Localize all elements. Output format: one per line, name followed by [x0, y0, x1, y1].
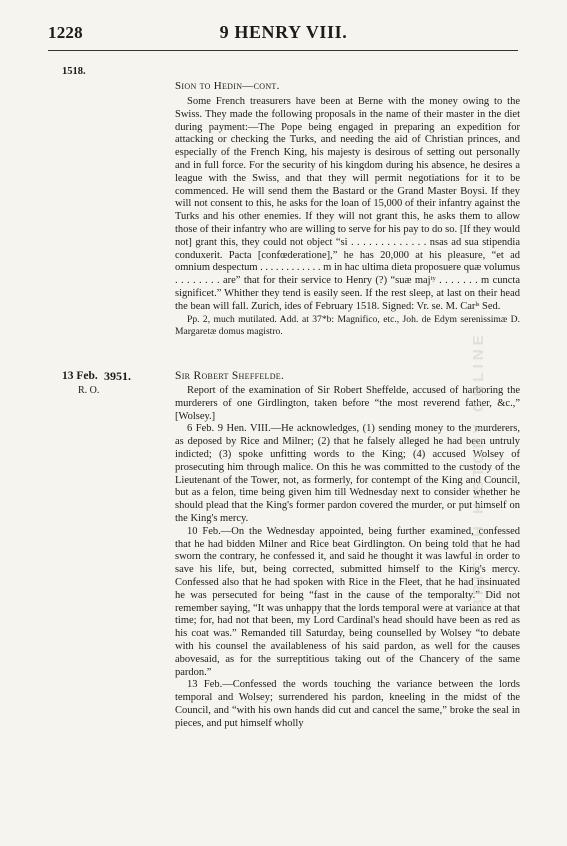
- entry1-paragraph: Some French treasurers have been at Berne with the money owing to the Swiss. They made the following proposals in the name of their master in the diet during payment:—The Pope being engaged in preparing an expedition for attacking or checking the Turks, and needing the aid of Christian princes, and especially of the French King, his majesty is desirous of setting out personally and in full force. For the security of his kingdom during his absence, he desires a league with the Swiss, and that they will permit negotiations for it to be commenced. He will send them the Bastard or the Grand Master Boysi. If they will not consent to this, he asks for the loan of 15,000 of their infantry against the Turks and his other enemies. If they will not grant this, he asks them to allow those of their infantry who are willing to serve for his pay to do so. [If they would not] grant this, they could not object “si . . . . . . . . . . . . . nsas ad sua stipendia conduxerit. Pacta [confœderatione],” he has 20,000 at his pleasure, “et ad omnium despectum . . . . . . . . . . . . m in hac ultima dieta proposuere quæ volumus . . . . . . . . are” that for their service to Henry (?) “suæ majᵗʸ . . . . . . . m cuncta significet.” Whither they tend is easily seen. If the rest sleep, at last on their head the bean will fall. Zurich, ides of February 1518. Signed: Vr. se. M. Carˡˢ Sed.: [175, 96, 520, 312]
- running-title: 9 HENRY VIII.: [219, 22, 348, 42]
- watermark: BRITISH HISTORY ONLINE: [470, 331, 487, 610]
- margin-date: 13 Feb.: [62, 370, 98, 382]
- page-number: 1228: [48, 23, 83, 42]
- entry1-body: [175, 96, 520, 339]
- entry-source: R. O.: [78, 385, 100, 396]
- entry2-paragraph: Report of the examination of Sir Robert Sheffelde, accused of harboring the murderers of one Girdlington, taken before “the most reverend father, &c.,” [Wolsey.]: [175, 385, 520, 422]
- entry2-paragraph: 13 Feb.—Confessed the words touching the variance between the lords temporal and Wolsey; surrendered his pardon, kneeling in the midst of the Council, and “with his own hands did cut and cancel the same,” broke the seal in pieces, and put himself wholly: [175, 679, 520, 729]
- header-rule: [48, 50, 518, 51]
- entry2-heading: Sir Robert Sheffelde.: [175, 370, 285, 382]
- entry1-heading: Sion to Hedin—cont.: [175, 80, 280, 92]
- entry1-note: Pp. 2, much mutilated. Add. at 37*b: Magnifico, etc., Joh. de Edym serenissimæ D. Margaretæ domus magistro.: [175, 313, 520, 338]
- entry2-body: [175, 385, 520, 731]
- margin-year: 1518.: [62, 66, 86, 77]
- entry-number: 3951.: [104, 369, 131, 383]
- entry2-paragraph: 6 Feb. 9 Hen. VIII.—He acknowledges, (1) sending money to the murderers, as deposed by Rice and Milner; (2) that he falsely alleged he had been untruly indicted; (3) spoke unfitting words to the King; (4) accused Wolsey of prosecuting him through malice. On this he was committed to the custody of the Lieutenant of the Tower, not, as formerly, for contempt of the King and Council, but as a felon, time being given him till Wednesday next to consider whether he should plead that the King's former pardon covered the murder, or put himself on the King's mercy.: [175, 423, 520, 524]
- entry2-paragraph: 10 Feb.—On the Wednesday appointed, being further examined, confessed that he had bidden Milner and Rice beat Girdlington. On being told that he had sworn the contrary, he confessed it, and said he thought it was lawful in order to save his life, but, being corrected, submitted himself to the King's mercy. Confessed also that he had spoken with Rice in the Fleet, that he had insinuated he was persecuted for being “fast in the cause of the temporalty.” Did not remember saying, “It was unhappy that the lords temporal were at variance at that time; for, had not that been, my Lord Cardinal's head should have been as red as his coat was.” Remanded till Saturday, being counselled by Wolsey “to debate with his counsel the availableness of his said pardon, as well for the causes abovesaid, as for the surreptitious taking out of the Chancery of the same pardon.”: [175, 525, 520, 678]
